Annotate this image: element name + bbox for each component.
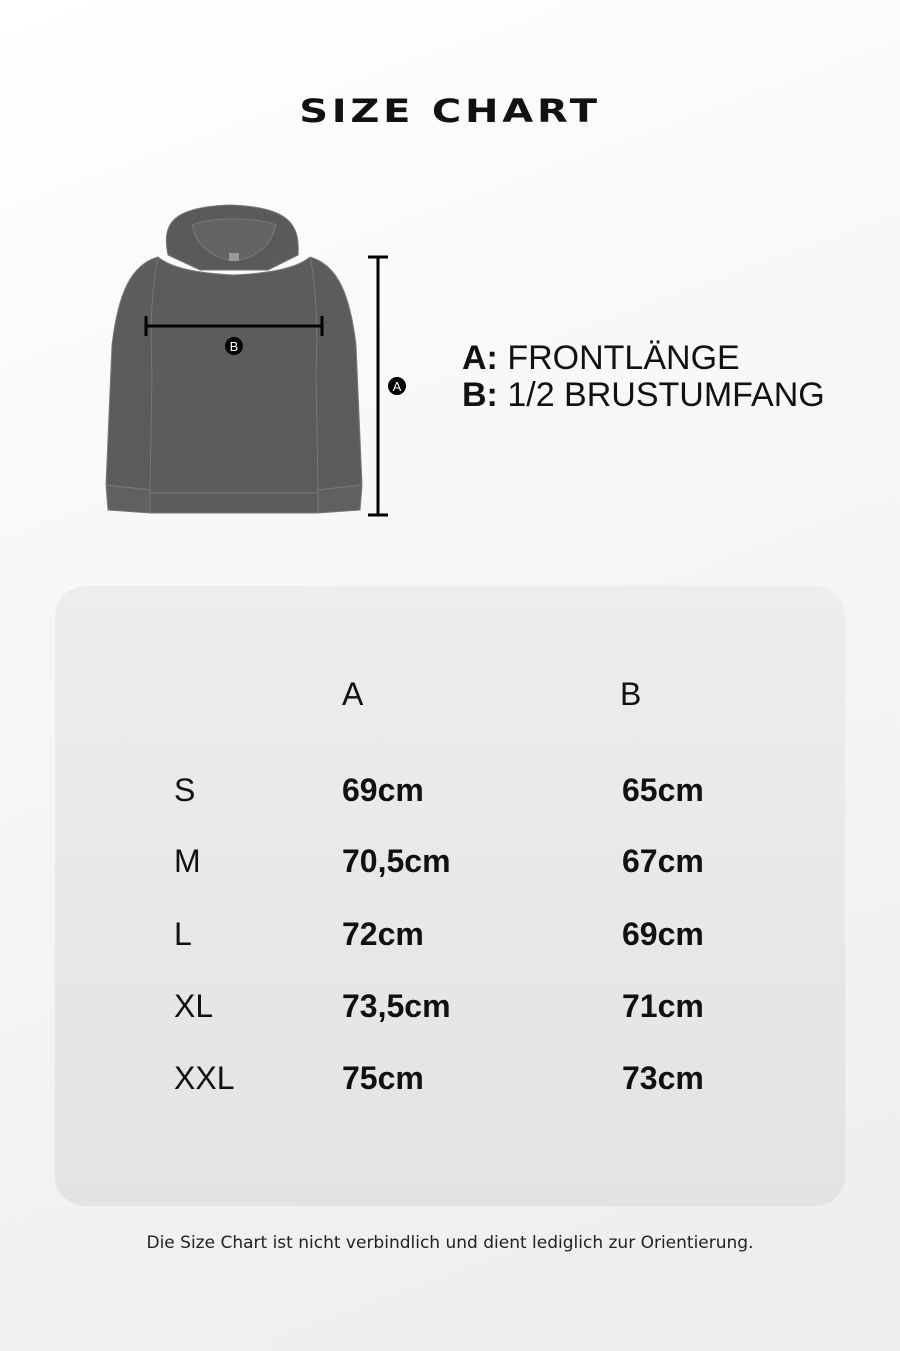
legend-label: 1/2 BRUSTUMFANG xyxy=(507,376,825,414)
size-label: S xyxy=(174,772,196,808)
legend-row-a xyxy=(462,340,825,377)
value-a: 69cm xyxy=(342,772,424,808)
value-b: 73cm xyxy=(622,1060,704,1096)
value-b: 67cm xyxy=(622,843,704,879)
size-label: XXL xyxy=(174,1060,235,1096)
measurement-legend xyxy=(462,340,825,414)
marker-a: A xyxy=(392,379,402,394)
value-b: 65cm xyxy=(622,772,704,808)
column-header-b: B xyxy=(620,676,642,712)
size-label: XL xyxy=(174,988,214,1024)
value-b: 71cm xyxy=(622,988,704,1024)
legend-label: FRONTLÄNGE xyxy=(507,339,740,377)
legend-key: B: xyxy=(462,376,498,414)
value-b: 69cm xyxy=(622,916,704,952)
page-title: SIZE CHART xyxy=(299,92,601,130)
disclaimer-note: Die Size Chart ist nicht verbindlich und dient lediglich zur Orientierung. xyxy=(146,1233,754,1253)
size-table-panel xyxy=(55,586,845,1206)
column-header-a: A xyxy=(342,676,364,712)
legend-row-b xyxy=(462,377,825,414)
size-label: L xyxy=(174,916,192,952)
value-a: 72cm xyxy=(342,916,424,952)
marker-b: B xyxy=(229,339,239,354)
value-a: 75cm xyxy=(342,1060,424,1096)
hoodie-illustration xyxy=(100,195,420,525)
hoodie-body xyxy=(106,257,362,513)
value-a: 73,5cm xyxy=(342,988,451,1024)
size-label: M xyxy=(174,843,201,879)
legend-key: A: xyxy=(462,339,498,377)
value-a: 70,5cm xyxy=(342,843,451,879)
